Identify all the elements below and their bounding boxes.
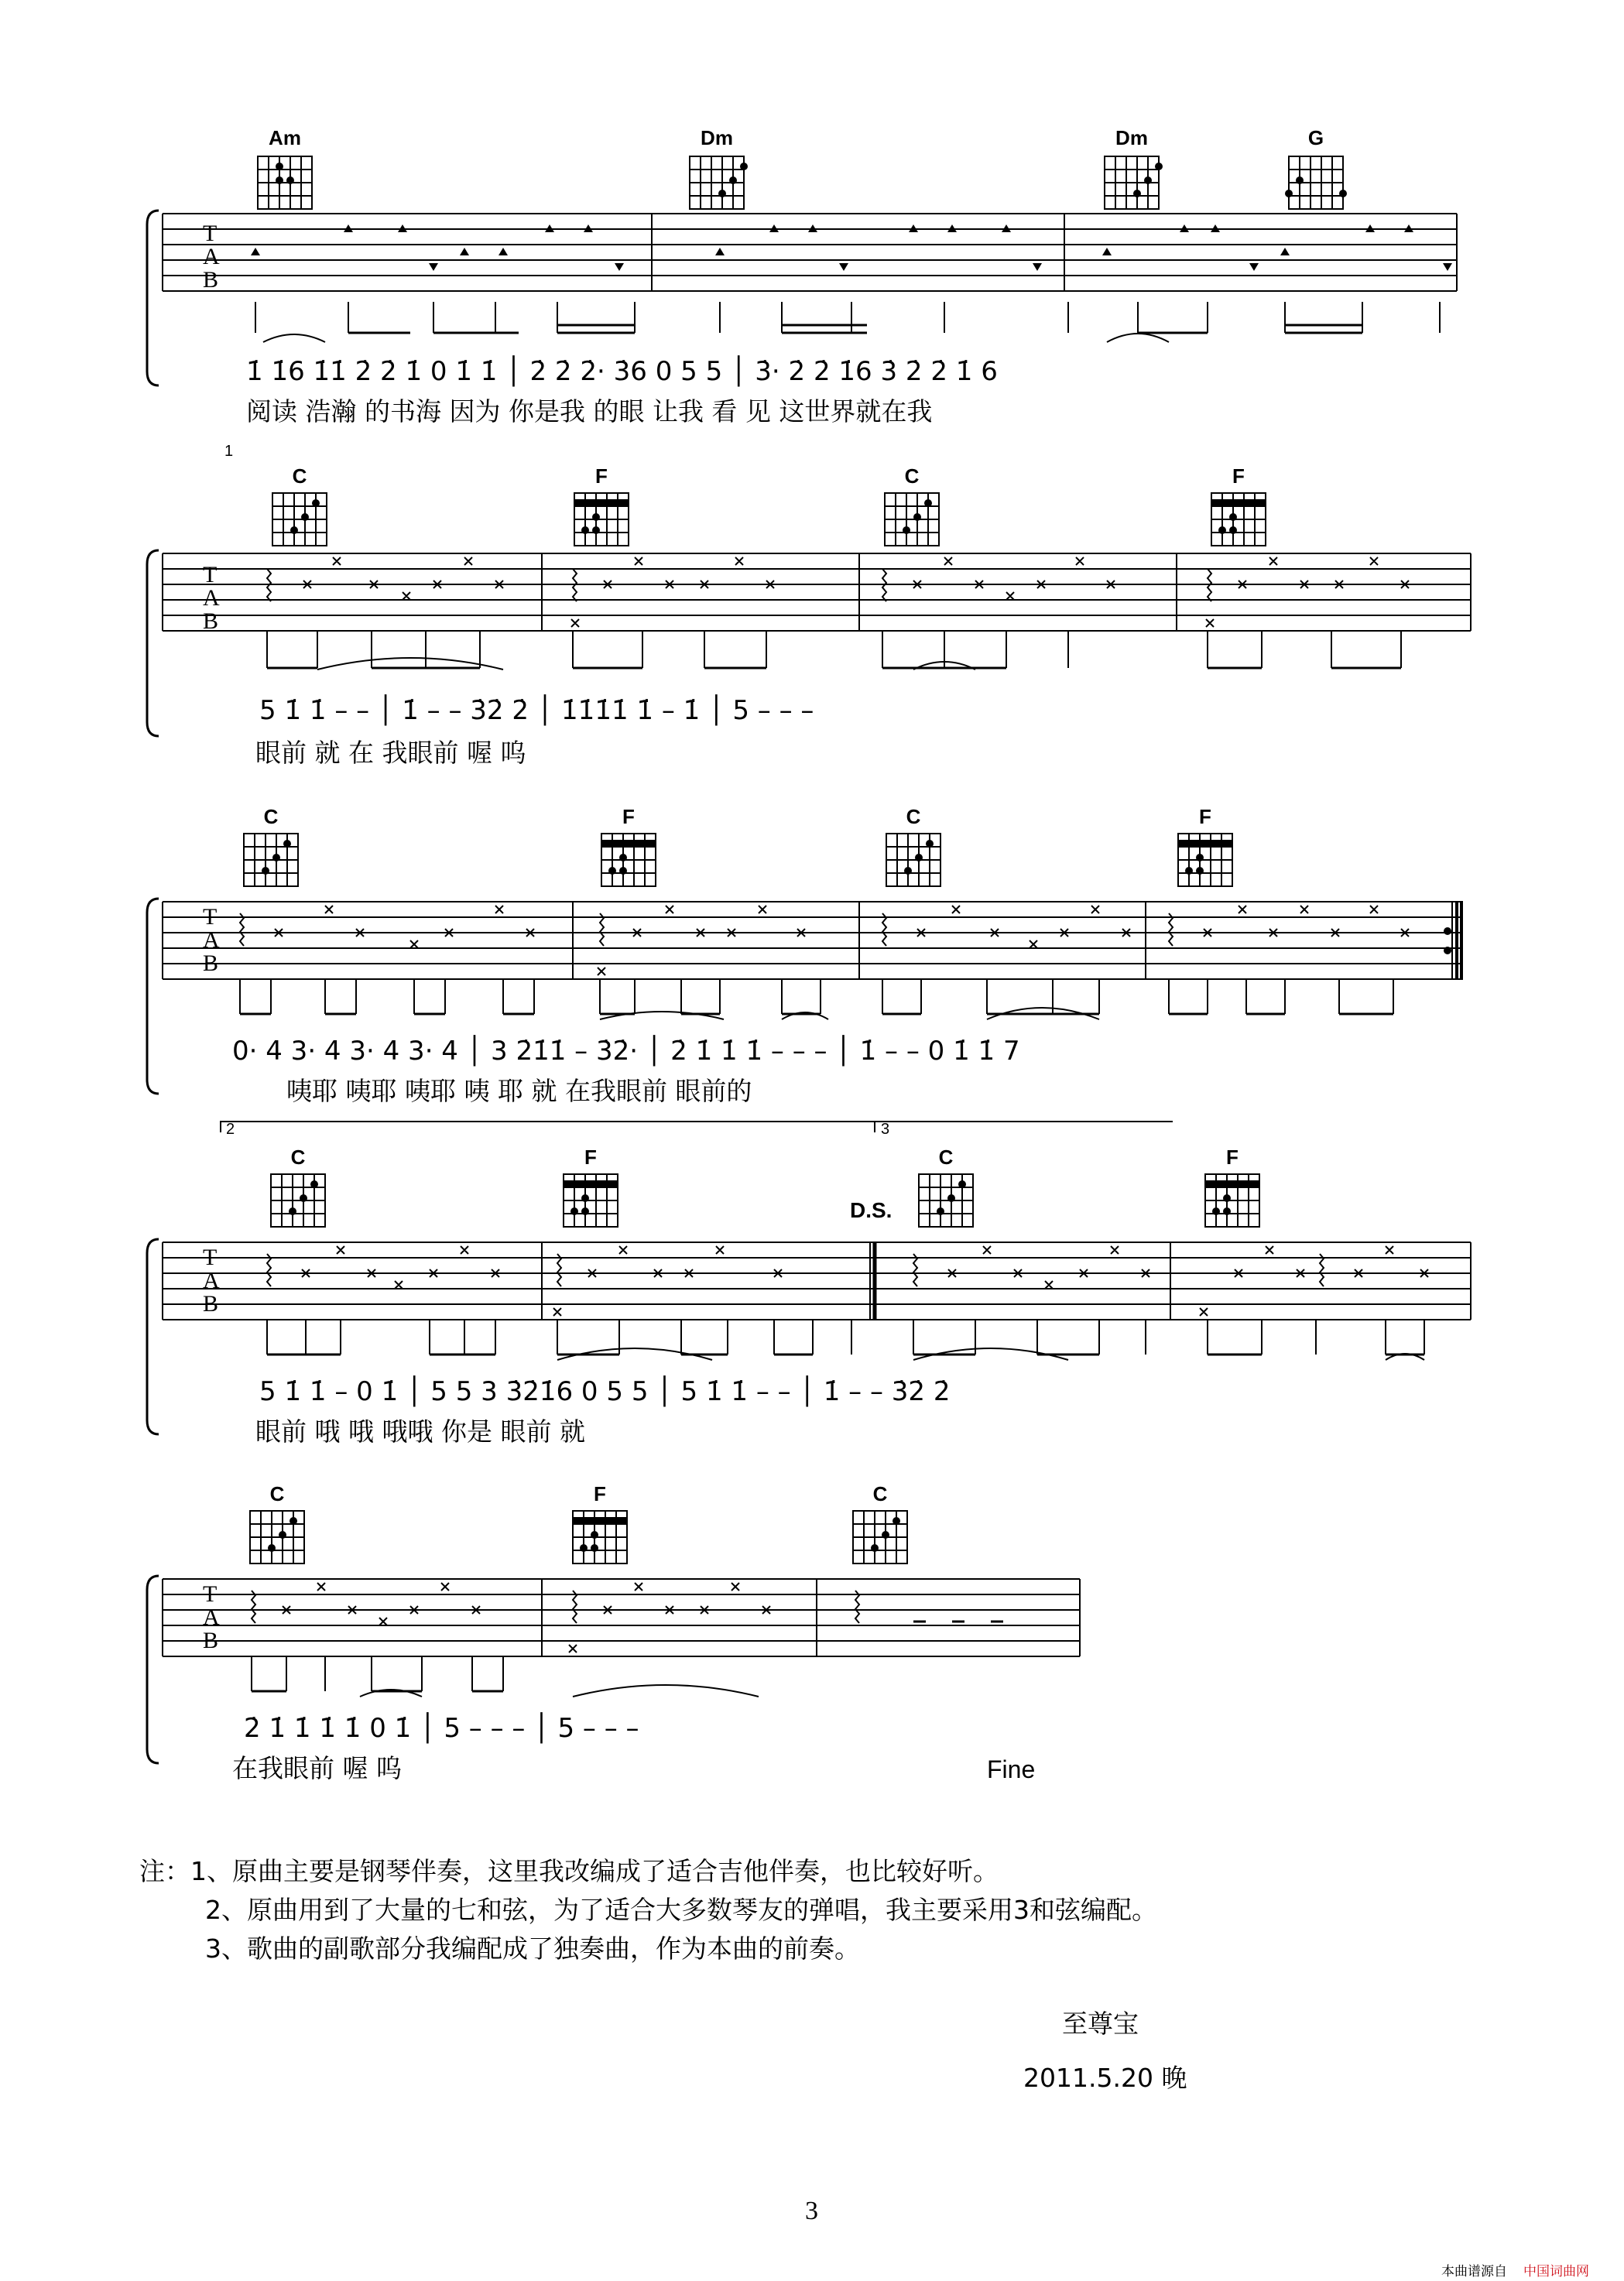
jianpu-numbers: 5 1̇ 1̇ – 0 1̇ │ 5 5 3 3̇2̇1̇6 0 5 5 │ 5 1̇ 1̇ – – │ 1̇ – – 3̇2̇ 2̇ [259,1376,951,1407]
source-label: 本曲谱源自 [1441,2264,1507,2279]
lyrics-line: 咦耶 咦耶 咦耶 咦 耶 就 在我眼前 眼前的 [286,1076,752,1106]
volta-ending-2: 2 [226,1121,235,1138]
volta-ending-1: 1 [224,443,234,460]
lyrics-line: 在我眼前 喔 呜 [232,1753,402,1783]
tab-letter-a: A [203,244,220,269]
chord-name: C [872,1482,888,1505]
tab-letter-b: B [203,950,219,976]
chord-name: Am [269,126,301,149]
chord-name: F [584,1146,597,1169]
lyrics-line: 眼前 就 在 我眼前 喔 呜 [255,738,526,768]
chord-name: F [1199,805,1211,828]
jianpu-numbers: 2̇ 1̇ 1̇ 1̇ 1̇ 0 1̇ │ 5 – – – │ 5 – – – [244,1713,639,1744]
dal-segno-mark: D.S. [850,1198,893,1222]
note-line-2: 2、原曲用到了大量的七和弦，为了适合大多数琴友的弹唱，我主要采用3和弦编配。 [205,1895,1157,1925]
jianpu-numbers: 5 1̇ 1̇ – – │ 1̇ – – 3̇2̇ 2̇ │ 1̇1̇1̇1̇ 1̇ – 1̇ │ 5 – – – [259,695,814,726]
chord-name: G [1307,126,1324,149]
tab-letter-t: T [203,1245,218,1270]
tab-letter-t: T [203,221,218,246]
date: 2011.5.20 晚 [1023,2063,1187,2093]
tab-letter-b: B [203,608,219,634]
lyrics-line: 眼前 哦 哦 哦哦 你是 眼前 就 [255,1416,585,1447]
chord-name: F [594,1482,606,1505]
chord-name: Dm [701,126,733,149]
tab-letter-a: A [203,927,220,953]
chord-name: Dm [1115,126,1148,149]
fine-mark: Fine [987,1755,1036,1783]
chord-name: C [269,1482,285,1505]
tab-letter-b: B [203,1628,219,1653]
author-signature: 至尊宝 [1062,2009,1139,2039]
lyrics-line: 阅读 浩瀚 的书海 因为 你是我 的眼 让我 看 见 这世界就在我 [246,396,933,426]
chord-name: F [1226,1146,1239,1169]
jianpu-numbers: 1̇ 1̇6 1̇1̇ 2̇ 2̇ 1̇ 0 1̇ 1̇ │ 2̇ 2̇ 2̇· 3̇6 0 5 5 │ 3̇· 2̇ 2̇ 1̇6 3̇ 2̇ 2̇ 1̇ 6 [246,356,998,387]
tab-letter-b: B [203,1291,219,1317]
chord-name: C [290,1146,306,1169]
chord-name: C [263,805,279,828]
tab-letter-b: B [203,267,219,293]
chord-name: C [904,464,920,488]
tab-letter-a: A [203,1605,220,1630]
page-number: 3 [805,2197,818,2225]
chord-name: F [622,805,635,828]
tab-letter-t: T [203,1581,218,1607]
chord-name: F [595,464,608,488]
chord-name: C [906,805,921,828]
tab-letter-a: A [203,585,220,611]
volta-ending-3: 3 [881,1121,890,1138]
note-line-1: 注：1、原曲主要是钢琴伴奏，这里我改编成了适合吉他伴奏，也比较好听。 [139,1856,999,1886]
chord-diagrams-and-tab-row-3 [0,817,1624,1126]
tab-letter-t: T [203,904,218,930]
chord-name: F [1232,464,1245,488]
volta-brackets [0,1118,1624,1134]
note-line-3: 3、歌曲的副歌部分我编配成了独奏曲，作为本曲的前奏。 [205,1933,860,1964]
jianpu-numbers: 0· 4 3· 4 3· 4 3· 4 │ 3 2̇1̇1̇ – 3̇2̇· │ 2̇ 1̇ 1̇ 1̇ – – – │ 1̇ – – 0 1̇ 1̇ 7 [232,1036,1020,1067]
chord-name: C [938,1146,954,1169]
tab-letter-t: T [203,562,218,587]
chord-name: C [292,464,307,488]
source-site: 中国词曲网 [1523,2264,1589,2279]
chord-diagrams-and-tab-row-4 [0,1157,1624,1467]
tab-letter-a: A [203,1268,220,1293]
